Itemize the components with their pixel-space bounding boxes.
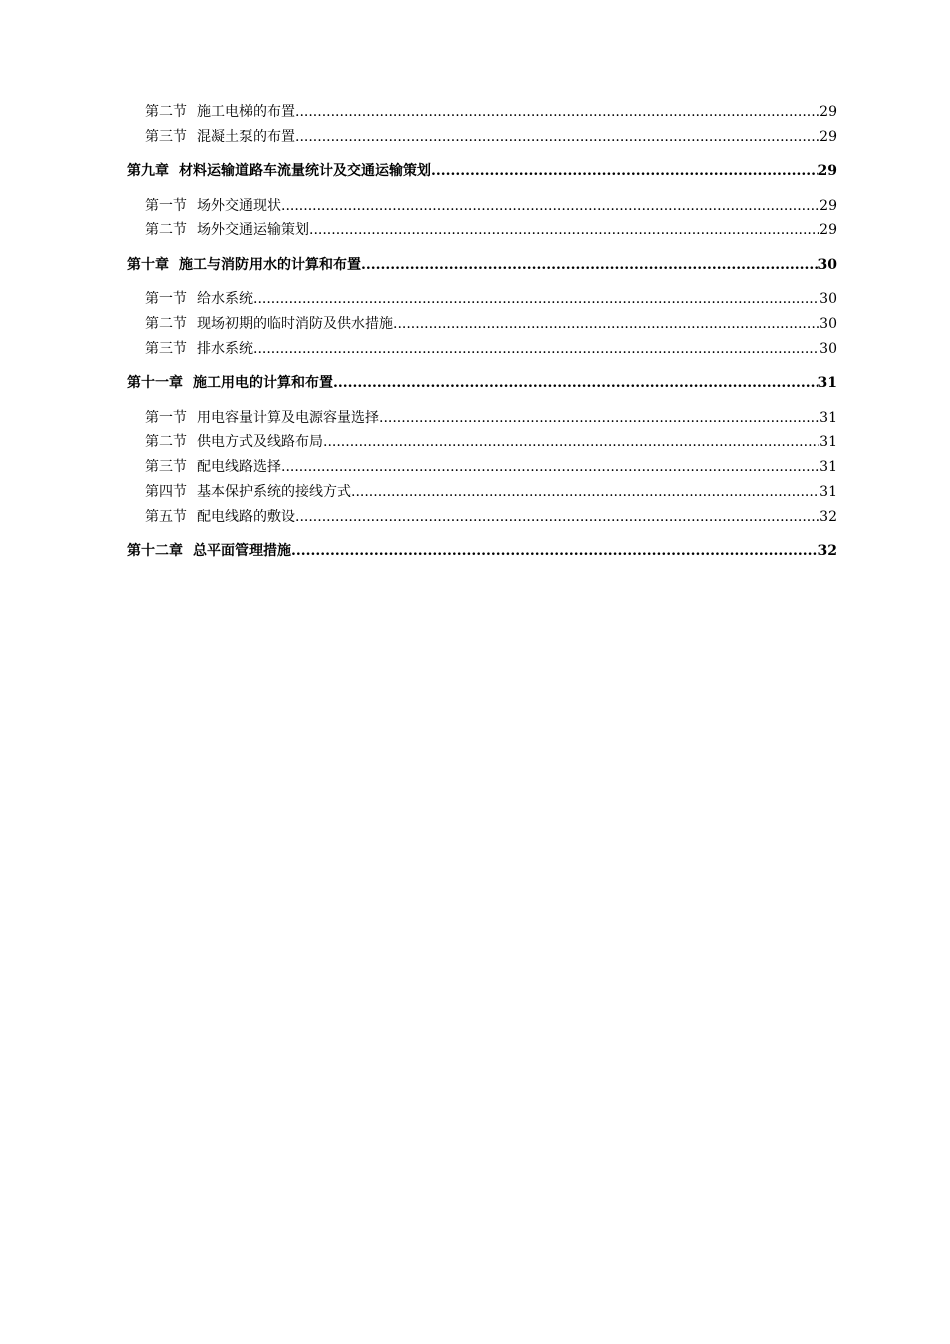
toc-entry-number: 第四节 (145, 483, 187, 500)
toc-page-number: 31 (819, 459, 837, 476)
toc-entry-number: 第一节 (145, 409, 187, 426)
toc-entry-number: 第二节 (145, 222, 187, 239)
toc-entry-number: 第五节 (145, 508, 187, 525)
toc-entry-title: 混凝土泵的布置 (197, 128, 295, 145)
toc-entry-title: 场外交通现状 (197, 197, 281, 214)
toc-page-number: 30 (819, 291, 837, 308)
toc-entry-title: 给水系统 (197, 291, 253, 308)
toc-entry-number: 第三节 (145, 128, 187, 145)
toc-page-number: 31 (819, 409, 837, 426)
toc-entry-number: 第十二章 (127, 543, 183, 560)
toc-dot-leader (253, 337, 819, 362)
toc-section-row[interactable] (127, 337, 837, 362)
toc-entry-title: 施工用电的计算和布置 (193, 375, 333, 392)
toc-dot-leader (379, 406, 819, 431)
toc-page-number: 29 (817, 163, 837, 180)
toc-dot-leader (291, 539, 818, 564)
toc-section-row[interactable] (127, 287, 837, 312)
toc-dot-leader (361, 253, 818, 278)
toc-page-number: 29 (819, 104, 837, 120)
toc-page-number: 31 (819, 483, 837, 500)
toc-dot-leader (281, 455, 819, 480)
toc-chapter-row[interactable] (127, 159, 837, 184)
toc-chapter-row[interactable] (127, 253, 837, 278)
toc-entry-number: 第十章 (127, 256, 169, 273)
toc-page-number: 30 (817, 256, 837, 273)
toc-page-number: 30 (819, 340, 837, 357)
toc-entry-number: 第一节 (145, 291, 187, 308)
toc-dot-leader (281, 194, 819, 219)
toc-section-row[interactable] (127, 194, 837, 219)
toc-dot-leader (323, 430, 819, 455)
toc-entry-title: 总平面管理措施 (193, 543, 291, 560)
toc-entry-number: 第二节 (145, 104, 187, 120)
toc-section-row[interactable] (127, 406, 837, 431)
toc-chapter-row[interactable] (127, 371, 837, 396)
toc-entry-title: 配电线路选择 (197, 459, 281, 476)
toc-dot-leader (295, 100, 819, 125)
toc-dot-leader (309, 218, 819, 243)
toc-dot-leader (333, 371, 818, 396)
toc-section-row[interactable] (127, 312, 837, 337)
toc-entry-title: 材料运输道路车流量统计及交通运输策划 (179, 163, 431, 180)
toc-page-number: 31 (817, 375, 837, 392)
toc-section-row[interactable] (127, 218, 837, 243)
toc-dot-leader (295, 125, 819, 150)
toc-chapter-row[interactable] (127, 539, 837, 564)
toc-entry-title: 用电容量计算及电源容量选择 (197, 409, 379, 426)
toc-entry-title: 施工电梯的布置 (197, 104, 295, 120)
toc-page-number: 29 (819, 197, 837, 214)
toc-entry-title: 排水系统 (197, 340, 253, 357)
toc-page-number: 29 (819, 128, 837, 145)
toc-entry-number: 第十一章 (127, 375, 183, 392)
toc-section-row[interactable] (127, 455, 837, 480)
toc-entry-title: 配电线路的敷设 (197, 508, 295, 525)
toc-page-number: 32 (817, 543, 837, 560)
toc-page-number: 29 (819, 222, 837, 239)
toc-entry-number: 第二节 (145, 315, 187, 332)
toc-dot-leader (431, 159, 818, 184)
toc-dot-leader (295, 505, 819, 530)
table-of-contents (127, 100, 837, 574)
toc-dot-leader (253, 287, 819, 312)
toc-entry-title: 基本保护系统的接线方式 (197, 483, 351, 500)
toc-entry-title: 现场初期的临时消防及供水措施 (197, 315, 393, 332)
toc-section-row[interactable] (127, 100, 837, 125)
toc-section-row[interactable] (127, 125, 837, 150)
toc-section-row[interactable] (127, 430, 837, 455)
toc-entry-number: 第三节 (145, 459, 187, 476)
toc-entry-number: 第九章 (127, 163, 169, 180)
toc-page-number: 30 (819, 315, 837, 332)
toc-entry-number: 第三节 (145, 340, 187, 357)
toc-entry-title: 施工与消防用水的计算和布置 (179, 256, 361, 273)
toc-entry-title: 场外交通运输策划 (197, 222, 309, 239)
toc-section-row[interactable] (127, 505, 837, 530)
toc-page-number: 32 (819, 508, 837, 525)
toc-dot-leader (393, 312, 819, 337)
toc-page-number: 31 (819, 434, 837, 451)
toc-dot-leader (351, 480, 819, 505)
toc-entry-title: 供电方式及线路布局 (197, 434, 323, 451)
toc-entry-number: 第二节 (145, 434, 187, 451)
toc-entry-number: 第一节 (145, 197, 187, 214)
toc-section-row[interactable] (127, 480, 837, 505)
